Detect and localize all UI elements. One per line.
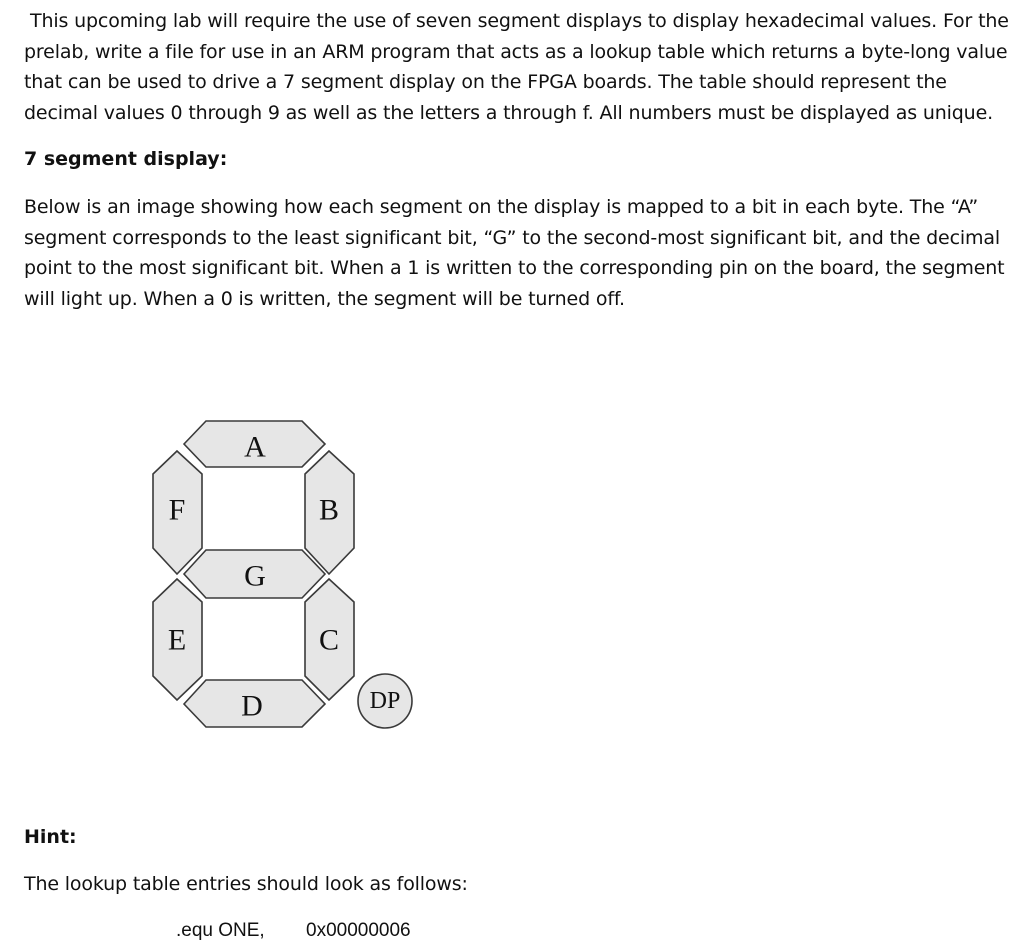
code-directive: .equ ONE, — [176, 920, 265, 941]
seven-segment-svg — [148, 416, 428, 736]
segment-a-label: A — [244, 430, 266, 464]
segment-c-label: C — [318, 623, 340, 657]
intro-paragraph: This upcoming lab will require the use of seven segment displays to display hexadecimal values. For the prelab, write a file for use in an ARM program that acts as a lookup table which returns a byte-long value that can be used to drive a 7 segment display on the FPGA boards. The table should represent the decimal values 0 through 9 as well as the letters a through f. All numbers must be displayed as unique. — [24, 10, 1009, 124]
code-example — [176, 918, 411, 944]
segment-f-label: F — [168, 493, 186, 527]
hint-heading: Hint: — [24, 826, 77, 848]
segment-d-label: D — [241, 689, 263, 723]
seven-segment-diagram — [148, 416, 428, 736]
segment-dp-label: DP — [369, 688, 401, 714]
segment-g-label: G — [244, 559, 266, 593]
hint-text: The lookup table entries should look as follows: — [24, 873, 468, 895]
code-value: 0x00000006 — [306, 920, 411, 941]
segment-display-heading: 7 segment display: — [24, 148, 228, 170]
segment-e-label: E — [167, 623, 187, 657]
segment-b-label: B — [318, 493, 340, 527]
segment-description-paragraph: Below is an image showing how each segment on the display is mapped to a bit in each byte. The “A” segment corresponds to the least significant bit, “G” to the second-most significant bit, and the decimal point to the most significant bit. When a 1 is written to the corresponding pin on the board, the segment will light up. When a 0 is written, the segment will be turned off. — [24, 196, 1005, 310]
